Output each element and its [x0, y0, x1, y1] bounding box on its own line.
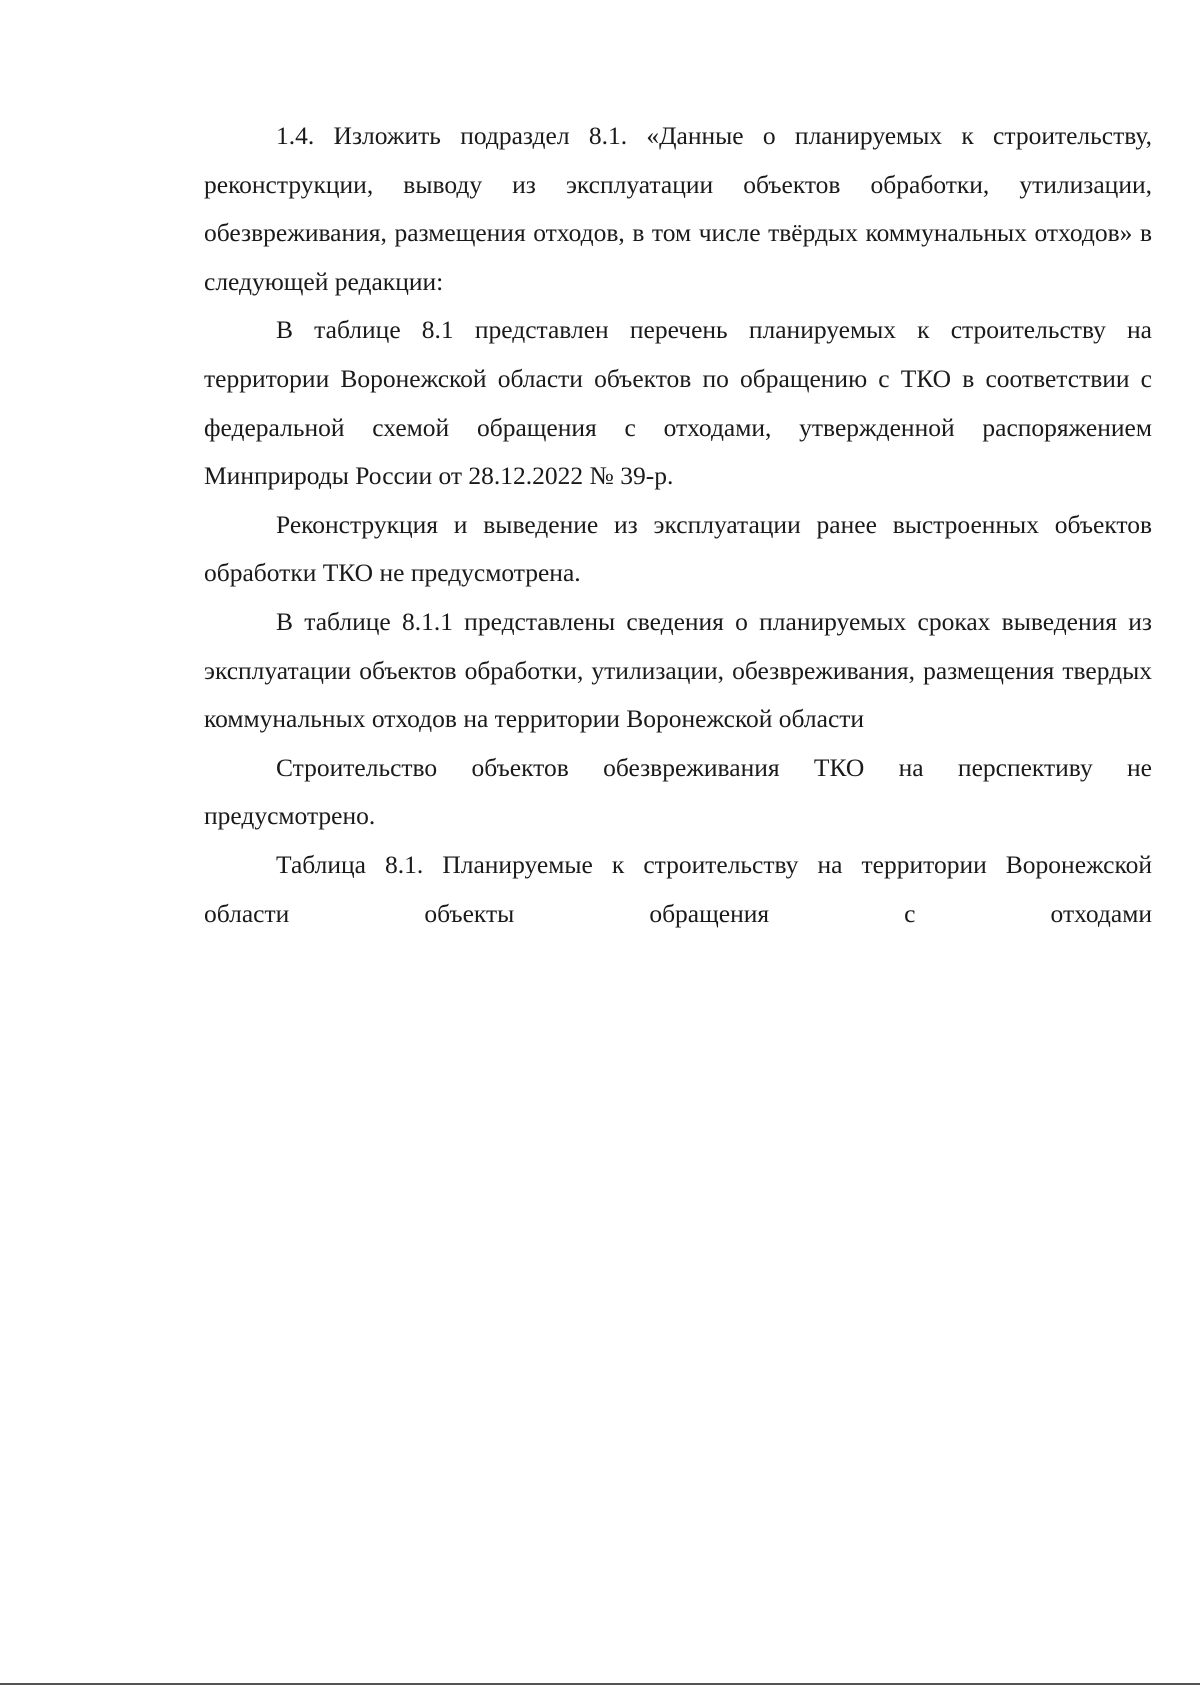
paragraph-table-8-1-intro: В таблице 8.1 представлен перечень планируемых к строительству на территории Воронежской области объектов по обращению с ТКО в соответствии с федеральной схемой обращения с отходами, утвержденной распоряжением Минприроды России от 28.12.2022 № 39-р.	[204, 315, 1152, 491]
paragraph-item-1-4: 1.4. Изложить подраздел 8.1. «Данные о планируемых к строительству, реконструкции, выводу из эксплуатации объектов обработки, утилизации, обезвреживания, размещения отходов, в том числе твёрдых коммунальных отходов» в следующей редакции:	[204, 121, 1152, 296]
paragraph-neutralization: Строительство объектов обезвреживания ТКО на перспективу не предусмотрено.	[204, 752, 1152, 831]
table-caption: Таблица 8.1. Планируемые к строительству на территории Воронежской области объекты обращения с отходами	[204, 849, 1152, 928]
document-body	[204, 112, 1152, 938]
paragraph-reconstruction: Реконструкция и выведение из эксплуатации ранее выстроенных объектов обработки ТКО не предусмотрена.	[204, 509, 1152, 588]
page-bottom-edge	[0, 1683, 1200, 1685]
paragraph-table-8-1-1-intro: В таблице 8.1.1 представлены сведения о планируемых сроках выведения из эксплуатации объектов обработки, утилизации, обезвреживания, размещения твердых коммунальных отходов на территории Воронежской области	[204, 606, 1152, 734]
